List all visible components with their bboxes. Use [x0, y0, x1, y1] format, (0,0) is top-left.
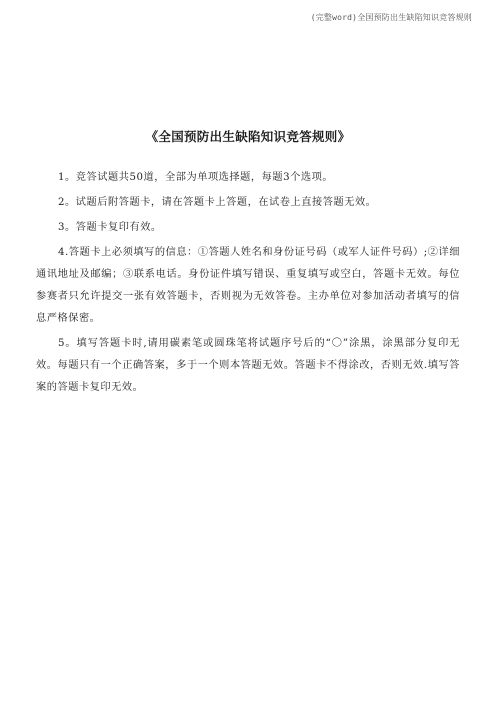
- rule-paragraph-5: 5。填写答题卡时,请用碳素笔或圆珠笔将试题序号后的“〇”涂黑，涂黑部分复印无效。每题只有一个正确答案，多于一个则本答题无效。答题卡不得涂改，否则无效.填写答案的答题卡复印无效。: [36, 338, 460, 393]
- document-body: [36, 167, 460, 402]
- page-header: (完整word)全国预防出生缺陷知识竞答规则: [310, 13, 472, 22]
- rule-paragraph-4: 4.答题卡上必须填写的信息：①答题人姓名和身份证号码（或军人证件号码）;②详细通讯地址及邮编；③联系电话。身份证件填写错误、重复填写或空白，答题卡无效。每位参赛者只允许提交一张有效答题卡，否则视为无效答卷。主办单位对参加活动者填写的信息严格保密。: [36, 247, 460, 324]
- rule-paragraph-1: 1。竞答试题共50道，全部为单项选择题，每题3个选项。: [58, 172, 334, 183]
- rule-paragraph-3: 3。答题卡复印有效。: [58, 222, 162, 233]
- rule-paragraph-2: 2。试题后附答题卡，请在答题卡上答题，在试卷上直接答题无效。: [58, 197, 377, 208]
- document-title: 《全国预防出生缺陷知识竞答规则》: [145, 129, 351, 144]
